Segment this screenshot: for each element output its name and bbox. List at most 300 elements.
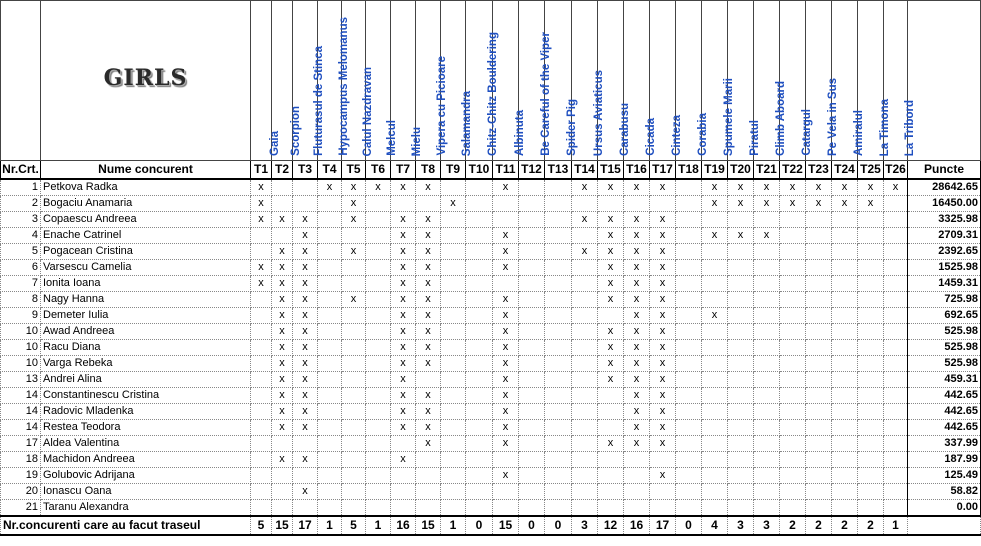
route-mark-cell bbox=[780, 244, 806, 260]
route-mark-cell: x bbox=[272, 404, 293, 420]
route-mark-cell bbox=[545, 500, 572, 517]
route-mark-cell bbox=[806, 244, 832, 260]
route-mark-cell: x bbox=[598, 356, 624, 372]
route-count: 15 bbox=[416, 516, 441, 535]
route-mark-cell: x bbox=[251, 179, 272, 196]
route-mark-cell bbox=[728, 436, 754, 452]
route-mark-cell bbox=[858, 276, 884, 292]
route-mark-cell bbox=[466, 468, 493, 484]
route-code-header: T6 bbox=[366, 161, 391, 180]
route-mark-cell bbox=[598, 404, 624, 420]
route-mark-cell bbox=[466, 179, 493, 196]
route-mark-cell: x bbox=[598, 292, 624, 308]
route-mark-cell: x bbox=[493, 404, 519, 420]
route-mark-cell bbox=[366, 212, 391, 228]
route-mark-cell bbox=[780, 484, 806, 500]
route-count: 0 bbox=[545, 516, 572, 535]
route-mark-cell bbox=[416, 372, 441, 388]
route-mark-cell bbox=[832, 420, 858, 436]
route-mark-cell: x bbox=[598, 260, 624, 276]
route-mark-cell bbox=[545, 179, 572, 196]
route-mark-cell bbox=[702, 260, 728, 276]
route-mark-cell bbox=[676, 244, 702, 260]
route-mark-cell: x bbox=[272, 276, 293, 292]
points-value: 525.98 bbox=[908, 324, 981, 340]
route-name: Albinuta bbox=[513, 110, 526, 156]
row-nr: 13 bbox=[1, 372, 41, 388]
route-mark-cell: x bbox=[293, 212, 318, 228]
route-mark-cell bbox=[251, 372, 272, 388]
competitor-name: Racu Diana bbox=[41, 340, 251, 356]
route-mark-cell bbox=[493, 196, 519, 212]
route-mark-cell bbox=[598, 484, 624, 500]
route-mark-cell bbox=[251, 500, 272, 517]
route-mark-cell: x bbox=[598, 244, 624, 260]
header-points: Puncte bbox=[908, 161, 981, 180]
route-code-header: T26 bbox=[884, 161, 908, 180]
table-row bbox=[1, 356, 981, 372]
route-mark-cell bbox=[519, 260, 545, 276]
route-mark-cell bbox=[598, 196, 624, 212]
route-mark-cell bbox=[342, 228, 366, 244]
route-mark-cell bbox=[318, 420, 342, 436]
route-mark-cell bbox=[318, 196, 342, 212]
route-mark-cell bbox=[754, 292, 780, 308]
points-value: 0.00 bbox=[908, 500, 981, 517]
route-mark-cell bbox=[858, 340, 884, 356]
route-mark-cell bbox=[441, 452, 466, 468]
route-mark-cell: x bbox=[650, 292, 676, 308]
route-mark-cell bbox=[572, 404, 598, 420]
route-mark-cell: x bbox=[702, 179, 728, 196]
row-nr: 14 bbox=[1, 404, 41, 420]
route-mark-cell bbox=[366, 372, 391, 388]
competitor-name: Copaescu Andreea bbox=[41, 212, 251, 228]
route-mark-cell: x bbox=[342, 292, 366, 308]
route-mark-cell bbox=[318, 484, 342, 500]
route-count: 1 bbox=[318, 516, 342, 535]
route-mark-cell bbox=[858, 500, 884, 517]
route-count: 5 bbox=[342, 516, 366, 535]
route-mark-cell bbox=[391, 484, 416, 500]
route-mark-cell bbox=[858, 436, 884, 452]
route-mark-cell: x bbox=[391, 276, 416, 292]
route-mark-cell: x bbox=[416, 324, 441, 340]
route-mark-cell: x bbox=[251, 212, 272, 228]
route-mark-cell bbox=[251, 340, 272, 356]
route-mark-cell bbox=[545, 244, 572, 260]
route-mark-cell bbox=[780, 308, 806, 324]
route-mark-cell: x bbox=[293, 484, 318, 500]
route-code-header: T4 bbox=[318, 161, 342, 180]
competitor-name: Nagy Hanna bbox=[41, 292, 251, 308]
route-mark-cell: x bbox=[598, 228, 624, 244]
table-row bbox=[1, 388, 981, 404]
route-mark-cell bbox=[519, 436, 545, 452]
route-name: Spider Pig bbox=[566, 99, 578, 156]
route-mark-cell bbox=[366, 196, 391, 212]
route-name-cell bbox=[251, 1, 281, 161]
route-mark-cell: x bbox=[832, 196, 858, 212]
route-mark-cell: x bbox=[493, 244, 519, 260]
route-code-header: T16 bbox=[624, 161, 650, 180]
route-mark-cell bbox=[272, 196, 293, 212]
route-mark-cell: x bbox=[702, 308, 728, 324]
route-name: Cicada bbox=[644, 118, 657, 156]
points-value: 1459.31 bbox=[908, 276, 981, 292]
points-value: 725.98 bbox=[908, 292, 981, 308]
route-mark-cell bbox=[519, 196, 545, 212]
competitor-name: Aldea Valentina bbox=[41, 436, 251, 452]
route-mark-cell bbox=[858, 372, 884, 388]
route-mark-cell: x bbox=[858, 196, 884, 212]
route-name: Fluturasul de Stinca bbox=[313, 46, 325, 156]
route-mark-cell: x bbox=[391, 292, 416, 308]
route-mark-cell bbox=[441, 420, 466, 436]
route-mark-cell bbox=[441, 244, 466, 260]
route-count: 2 bbox=[780, 516, 806, 535]
points-value: 442.65 bbox=[908, 420, 981, 436]
route-mark-cell: x bbox=[318, 179, 342, 196]
route-mark-cell bbox=[858, 228, 884, 244]
route-mark-cell bbox=[624, 468, 650, 484]
route-name-cell bbox=[466, 1, 499, 161]
route-mark-cell bbox=[572, 324, 598, 340]
route-mark-cell bbox=[318, 276, 342, 292]
route-mark-cell bbox=[884, 196, 908, 212]
route-mark-cell bbox=[598, 420, 624, 436]
points-value: 692.65 bbox=[908, 308, 981, 324]
route-mark-cell bbox=[806, 228, 832, 244]
route-mark-cell bbox=[318, 388, 342, 404]
route-count: 2 bbox=[832, 516, 858, 535]
route-mark-cell bbox=[416, 468, 441, 484]
route-mark-cell bbox=[416, 484, 441, 500]
route-mark-cell bbox=[545, 308, 572, 324]
route-mark-cell bbox=[272, 436, 293, 452]
route-mark-cell bbox=[441, 436, 466, 452]
table-row bbox=[1, 484, 981, 500]
points-value: 442.65 bbox=[908, 404, 981, 420]
points-value: 459.31 bbox=[908, 372, 981, 388]
route-mark-cell bbox=[342, 372, 366, 388]
route-mark-cell: x bbox=[598, 212, 624, 228]
route-count: 3 bbox=[754, 516, 780, 535]
route-mark-cell: x bbox=[272, 372, 293, 388]
route-mark-cell bbox=[366, 388, 391, 404]
route-name: Amiralul bbox=[852, 109, 865, 156]
route-mark-cell bbox=[806, 436, 832, 452]
route-mark-cell bbox=[545, 436, 572, 452]
route-mark-cell bbox=[519, 500, 545, 517]
route-name-cell bbox=[780, 1, 813, 161]
route-mark-cell: x bbox=[493, 436, 519, 452]
table-row bbox=[1, 228, 981, 244]
route-mark-cell bbox=[366, 276, 391, 292]
route-mark-cell bbox=[754, 244, 780, 260]
route-code-header: T20 bbox=[728, 161, 754, 180]
route-mark-cell bbox=[272, 484, 293, 500]
route-mark-cell bbox=[251, 228, 272, 244]
route-mark-cell bbox=[884, 356, 908, 372]
route-mark-cell bbox=[545, 484, 572, 500]
route-mark-cell bbox=[519, 228, 545, 244]
route-mark-cell bbox=[624, 484, 650, 500]
route-count: 17 bbox=[650, 516, 676, 535]
route-mark-cell: x bbox=[650, 244, 676, 260]
route-mark-cell: x bbox=[391, 356, 416, 372]
route-name: Catargul bbox=[800, 109, 813, 156]
row-nr: 4 bbox=[1, 228, 41, 244]
route-mark-cell: x bbox=[884, 179, 908, 196]
route-mark-cell bbox=[676, 452, 702, 468]
route-mark-cell: x bbox=[598, 436, 624, 452]
route-mark-cell: x bbox=[624, 260, 650, 276]
route-mark-cell bbox=[251, 388, 272, 404]
route-mark-cell bbox=[754, 404, 780, 420]
route-mark-cell bbox=[884, 340, 908, 356]
route-mark-cell bbox=[806, 292, 832, 308]
route-mark-cell bbox=[702, 340, 728, 356]
route-code-header: T1 bbox=[251, 161, 272, 180]
route-code-header: T11 bbox=[493, 161, 519, 180]
route-mark-cell bbox=[366, 292, 391, 308]
competitor-name: Pogacean Cristina bbox=[41, 244, 251, 260]
route-mark-cell bbox=[366, 404, 391, 420]
route-mark-cell bbox=[493, 500, 519, 517]
route-mark-cell bbox=[884, 452, 908, 468]
route-mark-cell bbox=[754, 308, 780, 324]
route-mark-cell bbox=[884, 468, 908, 484]
route-mark-cell: x bbox=[293, 276, 318, 292]
route-mark-cell bbox=[545, 292, 572, 308]
route-mark-cell bbox=[832, 436, 858, 452]
table-row bbox=[1, 340, 981, 356]
competitor-name: Varsescu Camelia bbox=[41, 260, 251, 276]
table-row bbox=[1, 500, 981, 517]
route-name-cell bbox=[832, 1, 865, 161]
route-mark-cell bbox=[441, 356, 466, 372]
row-nr: 9 bbox=[1, 308, 41, 324]
route-mark-cell bbox=[572, 388, 598, 404]
route-mark-cell bbox=[858, 308, 884, 324]
route-mark-cell bbox=[366, 228, 391, 244]
route-mark-cell: x bbox=[493, 340, 519, 356]
table-row bbox=[1, 260, 981, 276]
route-mark-cell: x bbox=[416, 308, 441, 324]
route-name: Pe Vela in Sus bbox=[826, 78, 839, 156]
route-mark-cell bbox=[702, 404, 728, 420]
route-mark-cell: x bbox=[702, 228, 728, 244]
route-mark-cell bbox=[884, 308, 908, 324]
route-count: 0 bbox=[466, 516, 493, 535]
route-mark-cell bbox=[884, 212, 908, 228]
route-mark-cell bbox=[342, 484, 366, 500]
route-mark-cell bbox=[624, 500, 650, 517]
route-mark-cell bbox=[572, 340, 598, 356]
route-mark-cell bbox=[702, 324, 728, 340]
route-mark-cell bbox=[466, 324, 493, 340]
route-mark-cell bbox=[884, 292, 908, 308]
route-mark-cell bbox=[884, 276, 908, 292]
route-mark-cell: x bbox=[416, 276, 441, 292]
route-mark-cell bbox=[519, 372, 545, 388]
route-mark-cell bbox=[832, 372, 858, 388]
row-nr: 18 bbox=[1, 452, 41, 468]
route-mark-cell bbox=[251, 404, 272, 420]
route-mark-cell bbox=[858, 484, 884, 500]
route-mark-cell bbox=[493, 484, 519, 500]
route-mark-cell bbox=[466, 308, 493, 324]
route-mark-cell bbox=[676, 292, 702, 308]
route-code-header: T5 bbox=[342, 161, 366, 180]
route-name: Vipera cu Picioare bbox=[436, 56, 448, 156]
route-mark-cell bbox=[572, 436, 598, 452]
route-mark-cell bbox=[366, 452, 391, 468]
route-mark-cell: x bbox=[272, 308, 293, 324]
route-count: 1 bbox=[884, 516, 908, 535]
route-name-cell bbox=[598, 1, 631, 161]
route-mark-cell bbox=[466, 372, 493, 388]
route-mark-cell bbox=[366, 500, 391, 517]
route-mark-cell: x bbox=[342, 179, 366, 196]
route-name-cell bbox=[624, 1, 657, 161]
route-mark-cell bbox=[884, 324, 908, 340]
route-mark-cell bbox=[251, 324, 272, 340]
route-name: Climb Aboard bbox=[774, 81, 787, 156]
route-mark-cell bbox=[754, 452, 780, 468]
route-mark-cell bbox=[572, 228, 598, 244]
route-mark-cell bbox=[342, 500, 366, 517]
route-mark-cell: x bbox=[416, 212, 441, 228]
route-mark-cell bbox=[251, 356, 272, 372]
route-mark-cell: x bbox=[650, 212, 676, 228]
route-mark-cell: x bbox=[391, 404, 416, 420]
route-mark-cell bbox=[318, 436, 342, 452]
route-mark-cell bbox=[832, 468, 858, 484]
route-mark-cell bbox=[702, 276, 728, 292]
route-mark-cell bbox=[676, 276, 702, 292]
route-mark-cell bbox=[780, 388, 806, 404]
route-mark-cell bbox=[545, 196, 572, 212]
route-mark-cell bbox=[780, 452, 806, 468]
route-mark-cell bbox=[519, 356, 545, 372]
route-mark-cell bbox=[366, 468, 391, 484]
route-count: 3 bbox=[728, 516, 754, 535]
route-mark-cell bbox=[416, 196, 441, 212]
route-mark-cell bbox=[728, 388, 754, 404]
route-mark-cell bbox=[728, 452, 754, 468]
route-mark-cell bbox=[702, 500, 728, 517]
route-mark-cell bbox=[318, 228, 342, 244]
route-name-cell bbox=[519, 1, 552, 161]
route-mark-cell bbox=[858, 452, 884, 468]
route-mark-cell bbox=[441, 228, 466, 244]
route-name: Salamandra bbox=[461, 90, 473, 156]
route-mark-cell bbox=[466, 292, 493, 308]
route-mark-cell bbox=[728, 404, 754, 420]
route-mark-cell bbox=[884, 388, 908, 404]
route-name-cell bbox=[272, 1, 302, 161]
summary-empty bbox=[908, 516, 981, 535]
points-value: 58.82 bbox=[908, 484, 981, 500]
route-mark-cell bbox=[342, 468, 366, 484]
route-name: Corabia bbox=[696, 113, 709, 156]
route-mark-cell: x bbox=[293, 308, 318, 324]
route-mark-cell bbox=[293, 436, 318, 452]
route-mark-cell bbox=[728, 324, 754, 340]
route-name: Chitz-Chitz Bouldering bbox=[487, 32, 499, 156]
route-mark-cell: x bbox=[624, 244, 650, 260]
route-mark-cell bbox=[676, 212, 702, 228]
route-mark-cell bbox=[441, 484, 466, 500]
route-mark-cell: x bbox=[598, 324, 624, 340]
route-mark-cell bbox=[780, 324, 806, 340]
corner-cell bbox=[1, 1, 41, 161]
route-mark-cell bbox=[806, 468, 832, 484]
route-mark-cell: x bbox=[624, 420, 650, 436]
route-mark-cell bbox=[545, 260, 572, 276]
route-mark-cell bbox=[884, 484, 908, 500]
route-mark-cell bbox=[650, 500, 676, 517]
route-mark-cell bbox=[858, 244, 884, 260]
route-mark-cell bbox=[519, 420, 545, 436]
points-value: 1525.98 bbox=[908, 260, 981, 276]
route-mark-cell bbox=[493, 452, 519, 468]
route-mark-cell bbox=[493, 212, 519, 228]
route-name: Mielu bbox=[411, 126, 423, 156]
route-code-header: T18 bbox=[676, 161, 702, 180]
route-mark-cell: x bbox=[293, 324, 318, 340]
route-name-cell bbox=[318, 1, 350, 161]
competitor-name: Awad Andreea bbox=[41, 324, 251, 340]
route-mark-cell bbox=[806, 308, 832, 324]
route-mark-cell bbox=[780, 356, 806, 372]
route-mark-cell bbox=[676, 484, 702, 500]
route-mark-cell: x bbox=[416, 260, 441, 276]
route-mark-cell: x bbox=[416, 179, 441, 196]
route-mark-cell bbox=[754, 388, 780, 404]
route-code-header: T3 bbox=[293, 161, 318, 180]
points-value: 2392.65 bbox=[908, 244, 981, 260]
route-mark-cell bbox=[832, 484, 858, 500]
row-nr: 14 bbox=[1, 388, 41, 404]
route-mark-cell bbox=[780, 276, 806, 292]
route-mark-cell: x bbox=[806, 196, 832, 212]
route-mark-cell bbox=[572, 196, 598, 212]
table-row bbox=[1, 276, 981, 292]
row-nr: 1 bbox=[1, 179, 41, 196]
route-mark-cell bbox=[519, 404, 545, 420]
route-mark-cell bbox=[676, 468, 702, 484]
route-mark-cell: x bbox=[780, 179, 806, 196]
route-mark-cell: x bbox=[754, 196, 780, 212]
route-mark-cell bbox=[466, 452, 493, 468]
points-top-cell bbox=[908, 1, 981, 161]
route-mark-cell bbox=[251, 484, 272, 500]
route-name: Hypocampus Melomanus bbox=[337, 17, 350, 156]
route-mark-cell bbox=[806, 404, 832, 420]
route-mark-cell: x bbox=[650, 228, 676, 244]
route-mark-cell bbox=[342, 260, 366, 276]
row-nr: 8 bbox=[1, 292, 41, 308]
route-mark-cell bbox=[251, 452, 272, 468]
route-count: 17 bbox=[293, 516, 318, 535]
table-row bbox=[1, 468, 981, 484]
route-mark-cell bbox=[832, 308, 858, 324]
route-mark-cell bbox=[441, 212, 466, 228]
route-mark-cell bbox=[272, 228, 293, 244]
